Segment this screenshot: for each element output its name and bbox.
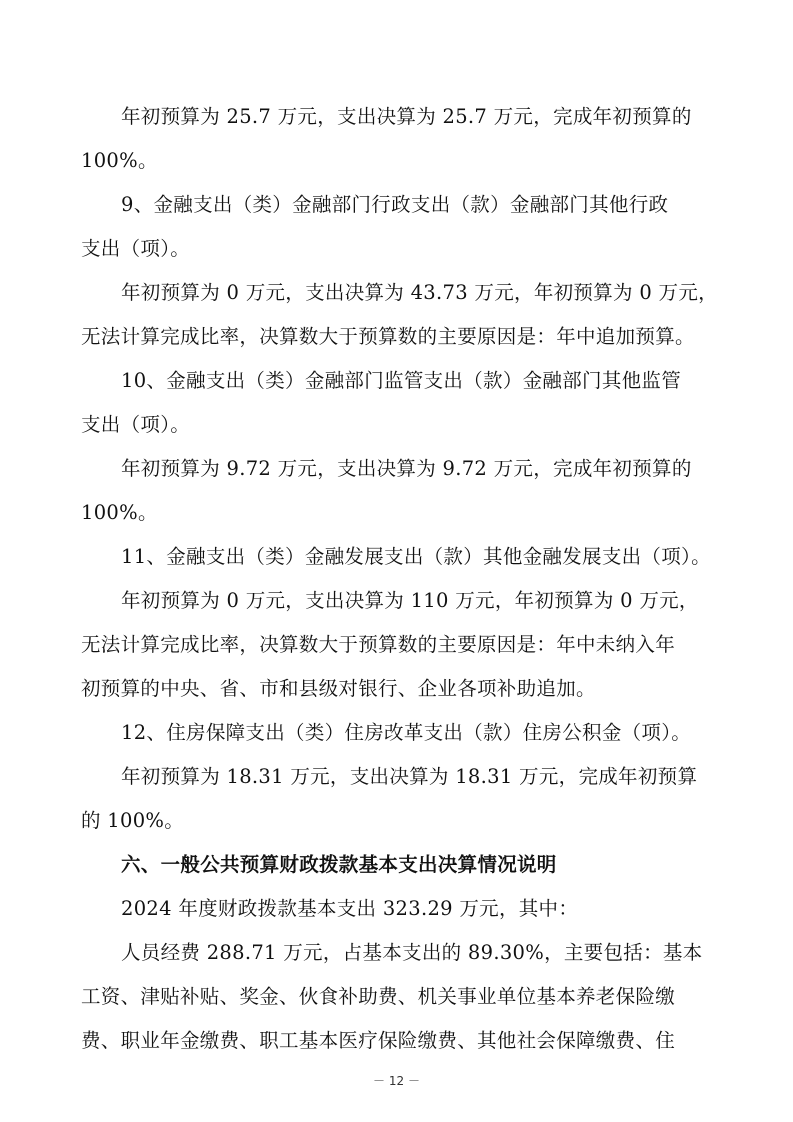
- paragraph-line: 100%。: [81, 149, 158, 172]
- paragraph-line: 年初预算为 18.31 万元，支出决算为 18.31 万元，完成年初预算: [121, 765, 698, 788]
- paragraph-line: 支出（项）。: [81, 237, 191, 260]
- paragraph-line: 初预算的中央、省、市和县级对银行、企业各项补助追加。: [81, 677, 596, 700]
- paragraph-line: 年初预算为 0 万元，支出决算为 110 万元，年初预算为 0 万元，: [121, 589, 699, 612]
- paragraph-line: 的 100%。: [81, 809, 185, 832]
- paragraph-line: 无法计算完成比率，决算数大于预算数的主要原因是：年中未纳入年: [81, 633, 676, 656]
- paragraph-line: 工资、津贴补贴、奖金、伙食补助费、机关事业单位基本养老保险缴: [81, 985, 676, 1008]
- paragraph-line: 支出（项）。: [81, 413, 191, 436]
- paragraph-line: 100%。: [81, 501, 158, 524]
- paragraph-line: 年初预算为 9.72 万元，支出决算为 9.72 万元，完成年初预算的: [121, 457, 692, 480]
- section-heading: 六、一般公共预算财政拨款基本支出决算情况说明: [121, 853, 557, 876]
- paragraph-line: 费、职业年金缴费、职工基本医疗保险缴费、其他社会保障缴费、住: [81, 1029, 676, 1052]
- paragraph-line: 2024 年度财政拨款基本支出 323.29 万元，其中：: [121, 897, 579, 920]
- paragraph-line: 无法计算完成比率，决算数大于预算数的主要原因是：年中追加预算。: [81, 325, 695, 348]
- page-number: － 12 －: [373, 1074, 420, 1088]
- paragraph-line: 年初预算为 0 万元，支出决算为 43.73 万元，年初预算为 0 万元，: [121, 281, 718, 304]
- item-heading-10: 10、金融支出（类）金融部门监管支出（款）金融部门其他监管: [121, 369, 682, 392]
- item-heading-9: 9、金融支出（类）金融部门行政支出（款）金融部门其他行政: [121, 193, 669, 216]
- item-heading-12: 12、住房保障支出（类）住房改革支出（款）住房公积金（项）。: [121, 721, 692, 744]
- paragraph-line: 人员经费 288.71 万元，占基本支出的 89.30%，主要包括：基本: [121, 941, 703, 964]
- paragraph-line: 年初预算为 25.7 万元，支出决算为 25.7 万元，完成年初预算的: [121, 105, 692, 128]
- item-heading-11: 11、金融支出（类）金融发展支出（款）其他金融发展支出（项）。: [121, 545, 711, 568]
